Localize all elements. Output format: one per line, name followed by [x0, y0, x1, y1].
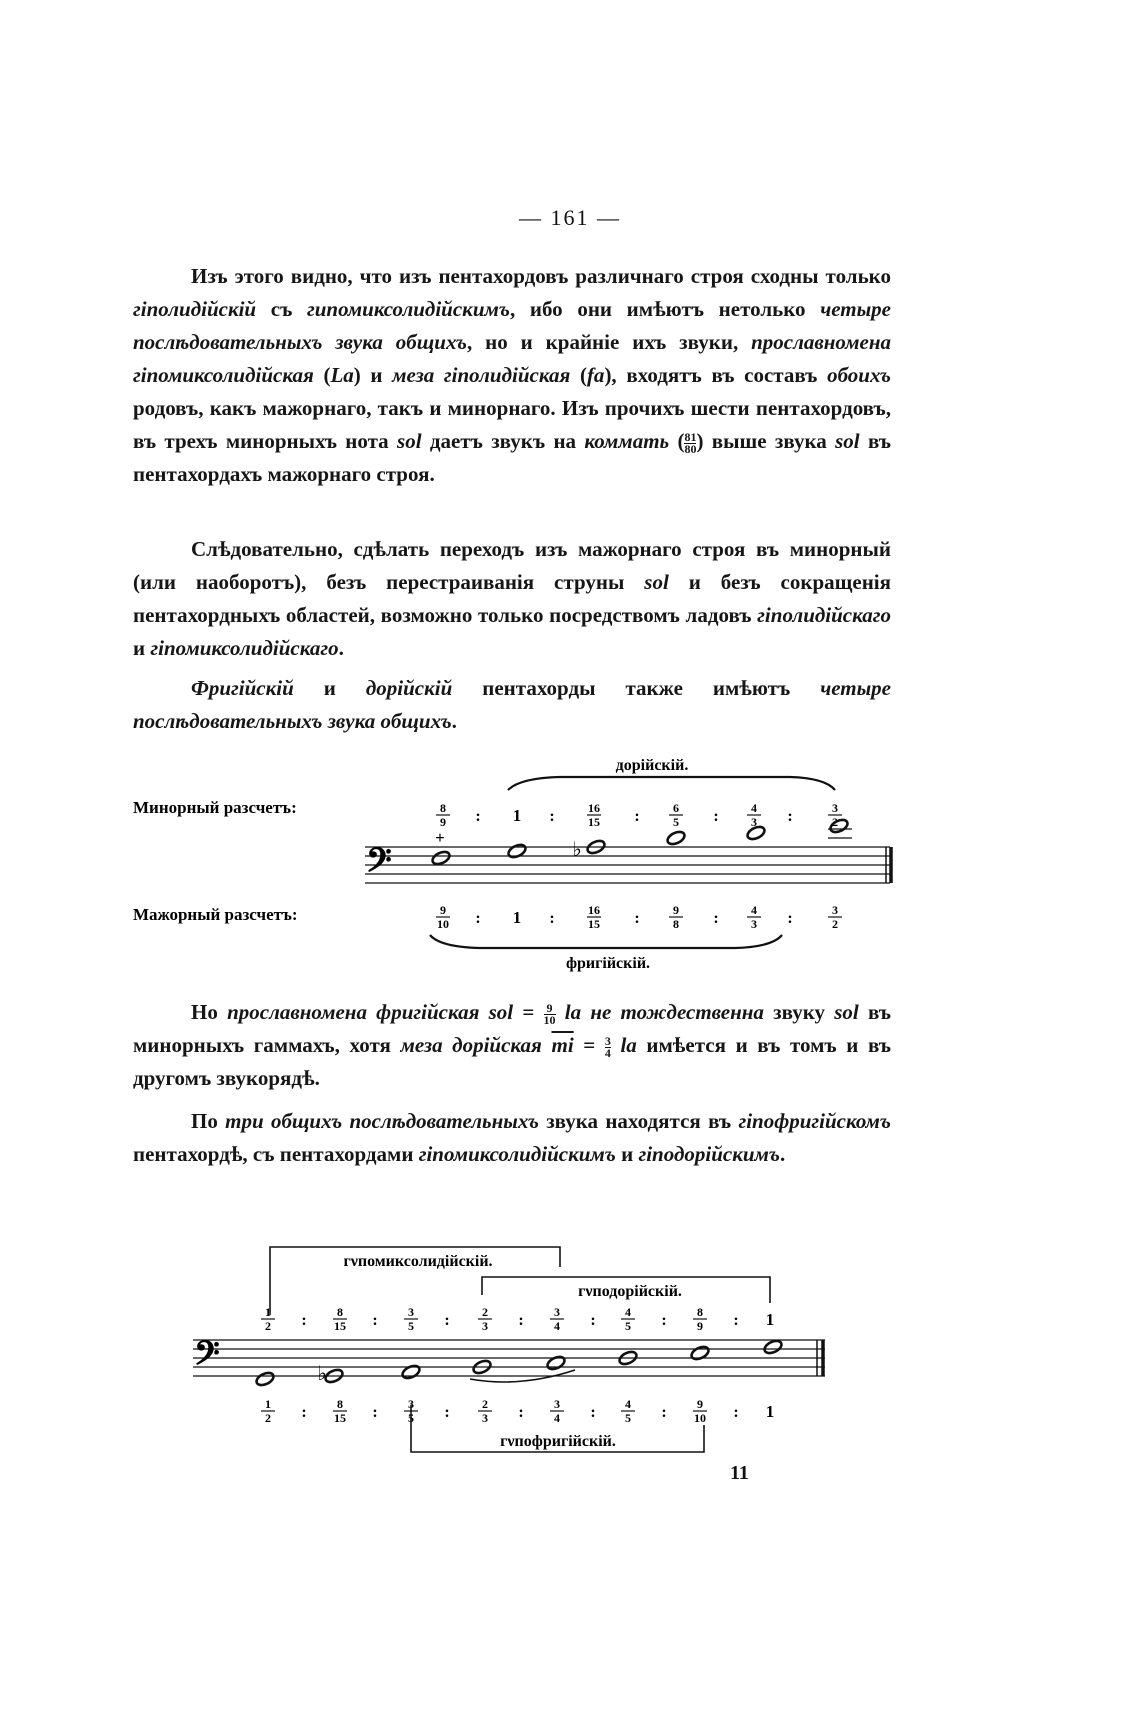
italic-term: sol — [835, 429, 860, 453]
text — [479, 1000, 488, 1024]
italic-term: гіпомиксолидійскаго — [150, 636, 339, 660]
text: и безъ сокращенія пентахордныхъ областей, возможно только посредствомъ ладовъ — [133, 570, 891, 627]
text: Слѣдовательно, сдѣлать переходъ изъ мажорнаго строя въ минорный (или наоборотъ), безъ перестраиванія струны — [133, 537, 891, 594]
flat-icon: ♭ — [572, 839, 582, 861]
whole-note — [666, 829, 687, 846]
paragraph-4 — [133, 996, 891, 1095]
italic-term: обоихъ — [827, 363, 891, 387]
fraction-81-80 — [684, 429, 697, 456]
whole-note — [255, 1370, 276, 1387]
whole-note — [431, 849, 452, 866]
text: и — [133, 636, 151, 660]
ratio-denominator: 10 — [694, 1411, 706, 1425]
ratio-separator: : — [733, 1312, 739, 1329]
ratio-denominator: 4 — [554, 1411, 560, 1425]
ratio-separator: : — [661, 1404, 667, 1421]
doric-label: дорійскій. — [615, 757, 689, 774]
ratio-denominator: 3 — [482, 1319, 488, 1333]
text: ) и — [353, 363, 393, 387]
ratio-numerator: 6 — [673, 801, 679, 815]
ratio-denominator: 5 — [625, 1319, 631, 1333]
ratio-denominator: 5 — [625, 1411, 631, 1425]
fraction-denominator: 80 — [684, 441, 697, 456]
paragraph-3 — [133, 672, 891, 738]
text: . — [338, 636, 344, 660]
ratio-denominator: 3 — [482, 1411, 488, 1425]
italic-term: Фригійскій — [191, 676, 294, 700]
text: = — [573, 1033, 605, 1057]
text: въ минорныхъ гаммахъ, хотя — [133, 1000, 892, 1057]
ratio-denominator: 3 — [751, 917, 757, 931]
whole-note — [690, 1344, 711, 1361]
ratio-separator: : — [475, 910, 481, 927]
minor-row-label: Минорный разсчетъ: — [133, 798, 297, 817]
text: ( — [570, 363, 587, 387]
ratio-denominator: 15 — [334, 1319, 346, 1333]
ratio-numerator: 1 — [265, 1305, 271, 1319]
phrygian-bracket — [430, 935, 782, 948]
ratio-denominator: 5 — [408, 1319, 414, 1333]
ratio-separator: : — [444, 1312, 450, 1329]
ratio-numerator: 3 — [832, 903, 838, 917]
ratio-separator: : — [634, 910, 640, 927]
text: родовъ, какъ мажорнаго, такъ и минорнаго. Изъ прочихъ шести пентахордовъ, въ трехъ минорныхъ нота — [133, 396, 891, 453]
text: . — [779, 1142, 786, 1166]
italic-term: la — [620, 1033, 637, 1057]
italic-term: три общихъ послѣдовательныхъ — [225, 1109, 539, 1133]
musical-example-1 — [0, 745, 1140, 980]
paragraph-1 — [133, 260, 891, 491]
ratio-integer: 1 — [765, 1402, 775, 1421]
ratio-integer: 1 — [512, 806, 522, 825]
text: звука находятся въ — [538, 1109, 739, 1133]
italic-term: sol — [644, 570, 669, 594]
paragraph-2 — [133, 533, 891, 665]
ratio-numerator: 2 — [482, 1305, 488, 1319]
ratio-numerator: 9 — [440, 903, 446, 917]
text: и — [293, 676, 366, 700]
whole-note — [746, 824, 767, 841]
italic-term: la не тождественна — [564, 1000, 764, 1024]
fraction-3-4 — [604, 1033, 611, 1060]
paragraph-5 — [133, 1105, 891, 1171]
whole-note — [507, 842, 528, 859]
italic-term: коммать — [584, 429, 670, 453]
ratio-numerator: 3 — [554, 1397, 560, 1411]
text: въ пентахордахъ мажорнаго строя. — [133, 429, 892, 486]
italic-term: четыре послѣдовательныхъ звука общихъ — [133, 676, 891, 733]
text: ) выше звука — [696, 429, 836, 453]
text: , но и крайніе ихъ звуки, — [466, 330, 752, 354]
plus-sign: + — [435, 828, 445, 847]
italic-term: $\overline{mi}$ — [551, 1033, 574, 1057]
fraction-denominator: 10 — [543, 1012, 556, 1027]
text: Но — [191, 1000, 228, 1024]
ratio-separator: : — [634, 808, 640, 825]
ratio-numerator: 16 — [588, 801, 600, 815]
ratio-separator: : — [549, 808, 555, 825]
ratio-denominator: 9 — [440, 815, 446, 829]
ratio-numerator: 8 — [440, 801, 446, 815]
ratio-integer: 1 — [765, 1310, 775, 1329]
italic-term: дорійскій — [365, 676, 453, 700]
text — [611, 1033, 621, 1057]
ratio-separator: : — [549, 910, 555, 927]
ratio-separator: : — [733, 1404, 739, 1421]
text: ( — [313, 363, 331, 387]
text: ), входятъ въ составъ — [604, 363, 828, 387]
ratio-denominator: 3 — [751, 815, 757, 829]
ratio-integer: 1 — [512, 908, 522, 927]
ratio-denominator: 4 — [554, 1319, 560, 1333]
ratio-numerator: 3 — [408, 1397, 414, 1411]
page-number: — 161 — — [519, 205, 621, 230]
doric-bracket — [508, 777, 835, 790]
ratio-denominator: 15 — [334, 1411, 346, 1425]
ratio-separator: : — [661, 1312, 667, 1329]
italic-term: гіпомиксолидійскимъ — [418, 1142, 616, 1166]
ratio-denominator: 8 — [673, 917, 679, 931]
ratio-denominator: 15 — [588, 815, 600, 829]
italic-term: гіполидійскій — [133, 297, 257, 321]
italic-term: гипомиксолидійскимъ — [306, 297, 510, 321]
whole-note — [401, 1363, 422, 1380]
text: пентахордѣ, съ пентахордами — [133, 1142, 419, 1166]
italic-term: четыре послѣдовательныхъ звука общихъ — [133, 297, 891, 354]
flat-icon: ♭ — [317, 1363, 327, 1385]
ratio-numerator: 4 — [751, 801, 757, 815]
fraction-denominator: 4 — [604, 1045, 611, 1060]
ratio-denominator: 2 — [265, 1411, 271, 1425]
italic-term: гіполидійскаго — [757, 603, 891, 627]
italic-term: La — [330, 363, 354, 387]
ratio-denominator: 5 — [408, 1411, 414, 1425]
text: даетъ звукъ на — [421, 429, 585, 453]
ratio-denominator: 9 — [697, 1319, 703, 1333]
ratio-numerator: 3 — [554, 1305, 560, 1319]
text: ( — [669, 429, 685, 453]
fraction-9-10 — [543, 1000, 556, 1027]
text: съ — [256, 297, 307, 321]
text: звуку — [763, 1000, 835, 1024]
hypodorian-label: гνподорійскій. — [578, 1283, 682, 1300]
bass-clef-icon: 𝄢 — [194, 1335, 220, 1380]
major-row-label: Мажорный разсчетъ: — [133, 905, 298, 924]
ratio-separator: : — [713, 910, 719, 927]
italic-term: гіпофригійскомъ — [738, 1109, 891, 1133]
fraction-numerator: 81 — [684, 429, 697, 444]
ratio-denominator: 2 — [832, 917, 838, 931]
text: , ибо они имѣютъ нетолько — [509, 297, 821, 321]
ratio-separator: : — [590, 1312, 596, 1329]
ratio-numerator: 16 — [588, 903, 600, 917]
ratio-numerator: 4 — [625, 1397, 631, 1411]
italic-term: меза гіполидійская — [392, 363, 571, 387]
ratio-numerator: 8 — [337, 1397, 343, 1411]
ratio-separator: : — [787, 910, 793, 927]
ratio-numerator: 3 — [408, 1305, 414, 1319]
text: Изъ этого видно, что изъ пентахордовъ различнаго строя сходны только — [191, 264, 891, 288]
ratio-numerator: 4 — [751, 903, 757, 917]
ratio-separator: : — [518, 1312, 524, 1329]
musical-example-2 — [0, 1235, 1140, 1515]
text: По — [191, 1109, 226, 1133]
ratio-separator: : — [372, 1404, 378, 1421]
italic-term: меза дорійская — [400, 1033, 542, 1057]
italic-term: гіподорійскимъ — [638, 1142, 780, 1166]
ratio-denominator: 15 — [588, 917, 600, 931]
ratio-numerator: 9 — [673, 903, 679, 917]
hypophrygian-label: гνпофригійскій. — [500, 1433, 616, 1450]
ratio-separator: : — [787, 808, 793, 825]
text — [556, 1000, 565, 1024]
ratio-numerator: 1 — [265, 1397, 271, 1411]
ratio-numerator: 8 — [337, 1305, 343, 1319]
ratio-numerator: 2 — [482, 1397, 488, 1411]
bottom-ratios — [261, 1397, 774, 1425]
text: . — [451, 709, 457, 733]
top-ratios — [261, 1305, 774, 1333]
ratio-separator: : — [713, 808, 719, 825]
text: имѣется и въ томъ и въ другомъ звукорядѣ. — [133, 1033, 892, 1090]
italic-term: sol — [488, 1000, 514, 1024]
text: пентахорды также имѣютъ — [452, 676, 821, 700]
ratio-separator: : — [301, 1404, 307, 1421]
ratio-denominator: 2 — [265, 1319, 271, 1333]
ratio-numerator: 4 — [625, 1305, 631, 1319]
ratio-denominator: 5 — [673, 815, 679, 829]
staff-1 — [365, 842, 891, 887]
ratio-separator: : — [475, 808, 481, 825]
signature-mark: 11 — [730, 1462, 749, 1484]
italic-term: fa — [586, 363, 605, 387]
italic-term: sol — [834, 1000, 859, 1024]
ratio-separator: : — [444, 1404, 450, 1421]
ratio-separator: : — [590, 1404, 596, 1421]
bass-clef-icon: 𝄢 — [366, 842, 392, 887]
whole-note — [763, 1338, 784, 1355]
ratio-separator: : — [372, 1312, 378, 1329]
ratio-separator: : — [301, 1312, 307, 1329]
phrygian-label: фригійскій. — [565, 955, 651, 972]
ratio-denominator: 2 — [832, 815, 838, 829]
fraction-numerator: 9 — [544, 1003, 556, 1015]
italic-term: прославномена гіпомиксолидійская — [133, 330, 891, 387]
whole-note — [546, 1354, 567, 1371]
ratio-separator: : — [518, 1404, 524, 1421]
staff-2 — [193, 1335, 825, 1380]
ratio-numerator: 3 — [832, 801, 838, 815]
hypomixolydian-label: гνпомиксолидійскій. — [343, 1253, 493, 1270]
notes-2 — [255, 1338, 784, 1387]
major-ratios — [436, 903, 842, 931]
text: = — [513, 1000, 544, 1024]
italic-term: sol — [397, 429, 422, 453]
ratio-numerator: 8 — [697, 1305, 703, 1319]
italic-term: прославномена фригійская — [227, 1000, 480, 1024]
fraction-numerator: 3 — [604, 1033, 611, 1048]
minor-ratios — [436, 801, 842, 829]
ratio-denominator: 10 — [437, 917, 449, 931]
text: и — [615, 1142, 639, 1166]
ratio-numerator: 9 — [697, 1397, 703, 1411]
